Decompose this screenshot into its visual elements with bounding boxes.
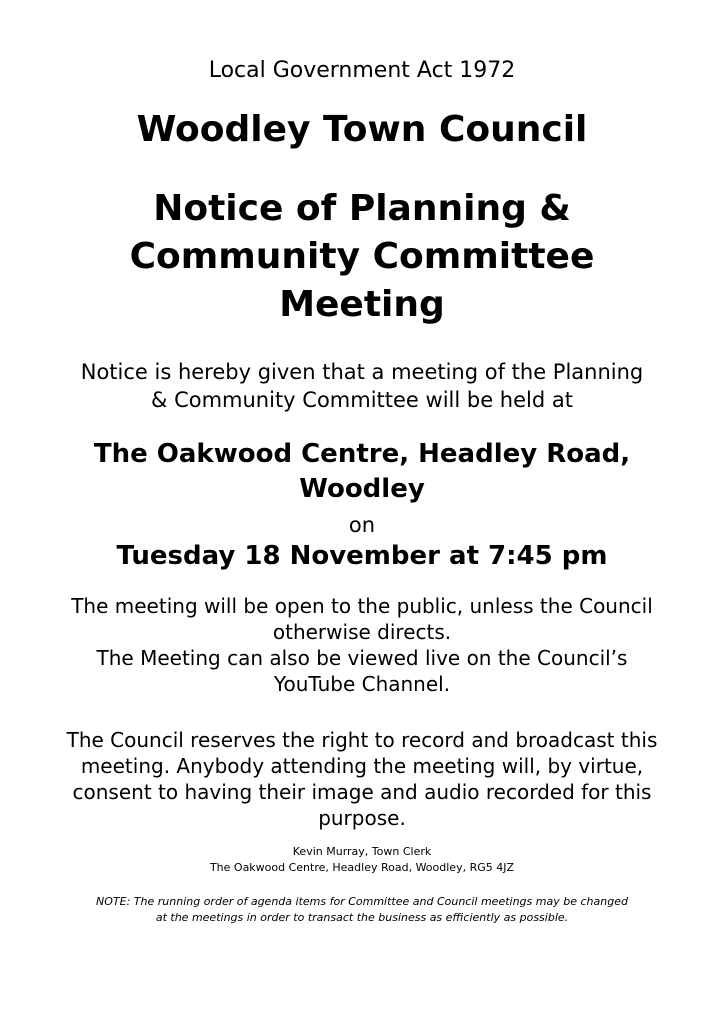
agenda-note-line: at the meetings in order to transact the business as efficiently as possible. (155, 911, 569, 924)
agenda-note (0, 894, 724, 926)
public-notice-line: YouTube Channel. (273, 672, 451, 696)
act-heading: Local Government Act 1972 (208, 58, 516, 83)
public-notice (0, 593, 724, 697)
intro-paragraph (0, 358, 724, 414)
clerk-signature (0, 844, 724, 876)
meeting-datetime: Tuesday 18 November at 7:45 pm (116, 541, 608, 571)
clerk-address: The Oakwood Centre, Headley Road, Woodley, RG5 4JZ (209, 861, 515, 874)
intro-line: Notice is hereby given that a meeting of the Planning (80, 360, 644, 384)
recording-notice-line: purpose. (318, 806, 406, 830)
intro-line: & Community Committee will be held at (151, 388, 573, 412)
clerk-name: Kevin Murray, Town Clerk (292, 845, 432, 858)
recording-notice-line: consent to having their image and audio recorded for this (72, 780, 652, 804)
public-notice-line: otherwise directs. (272, 620, 452, 644)
council-name: Woodley Town Council (136, 109, 588, 150)
on-word: on (348, 513, 376, 537)
venue-line: The Oakwood Centre, Headley Road, (93, 439, 631, 469)
public-notice-line: The Meeting can also be viewed live on the Council’s (96, 646, 628, 670)
notice-title (0, 185, 724, 329)
public-notice-line: The meeting will be open to the public, unless the Council (71, 594, 653, 618)
agenda-note-line: NOTE: The running order of agenda items for Committee and Council meetings may be changed (96, 895, 628, 908)
recording-notice-line: meeting. Anybody attending the meeting will, by virtue, (80, 754, 644, 778)
venue-line: Woodley (299, 474, 425, 504)
notice-title-line: Meeting (279, 284, 445, 325)
recording-notice-line: The Council reserves the right to record and broadcast this (66, 728, 658, 752)
venue (0, 437, 724, 507)
notice-title-line: Notice of Planning & (153, 188, 571, 229)
recording-notice (0, 727, 724, 831)
notice-title-line: Community Committee (129, 236, 595, 277)
